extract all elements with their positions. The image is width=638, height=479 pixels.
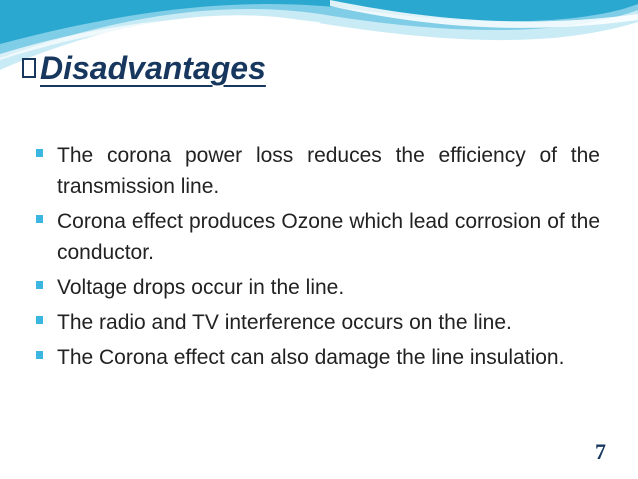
page-number: 7 [595,439,606,464]
bullet-text: The Corona effect can also damage the line insulation. [57,346,565,369]
bullet-list [36,140,600,377]
square-bullet-icon [36,215,43,223]
square-bullet-icon [36,281,43,289]
square-bullet-icon [36,149,43,157]
bullet-text: The corona power loss reduces the efficiency of the transmission line. [57,144,600,198]
bullet-item [36,140,600,202]
square-bullet-icon [36,316,43,324]
square-bullet-icon [36,351,43,359]
bullet-item [36,272,600,303]
bullet-item [36,307,600,338]
bullet-item [36,342,600,373]
checkbox-bullet-icon [22,58,36,78]
bullet-text: Voltage drops occur in the line. [57,276,345,299]
slide-title [22,48,266,88]
title-text: Disadvantages [40,50,266,86]
bullet-text: The radio and TV interference occurs on the line. [57,311,512,334]
bullet-text: Corona effect produces Ozone which lead corrosion of the conductor. [57,210,600,264]
bullet-item [36,206,600,268]
